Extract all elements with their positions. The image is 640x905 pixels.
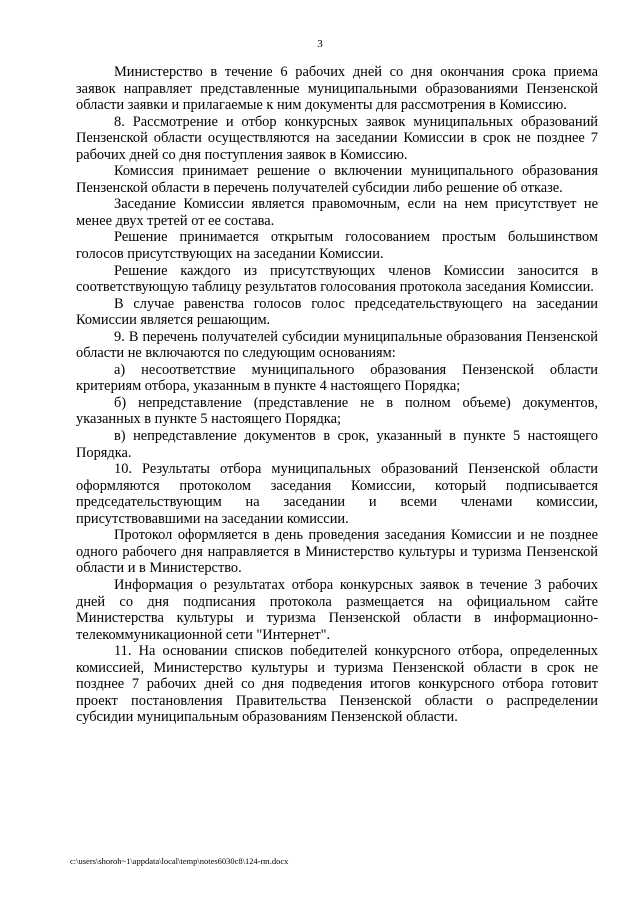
footer-file-path: c:\users\shoroh~1\appdata\local\temp\notes6030c8\124-пп.docx — [70, 856, 289, 866]
paragraph: В случае равенства голосов голос председательствующего на заседании Комиссии является решающим. — [76, 295, 598, 329]
paragraph: в) непредставление документов в срок, указанный в пункте 5 настоящего Порядка. — [76, 428, 598, 461]
paragraph: 9. В перечень получателей субсидии муниципальные образования Пензенской области не включаются по следующим основаниям: — [76, 328, 598, 362]
paragraph: Информация о результатах отбора конкурсных заявок в течение 3 рабочих дней со дня подписания протокола размещается на официальном сайте Министерства культуры и туризма Пензенской области в информационно-телекоммуникационной сети "Интернет". — [76, 576, 598, 643]
paragraph: Решение каждого из присутствующих членов Комиссии заносится в соответствующую таблицу результатов голосования протокола заседания Комиссии. — [76, 262, 598, 296]
paragraph: б) непредставление (представление не в полном объеме) документов, указанных в пункте 5 настоящего Порядка; — [76, 394, 598, 428]
paragraph: Протокол оформляется в день проведения заседания Комиссии и не позднее одного рабочего дня направляется в Министерство культуры и туризма Пензенской области и в Министерство. — [76, 527, 598, 577]
paragraph: 10. Результаты отбора муниципальных образований Пензенской области оформляются протоколом заседания Комиссии, который подписывается председательствующим на заседании и всеми членами комиссии, присутствовавшими на заседании комиссии. — [76, 461, 598, 527]
paragraph: Заседание Комиссии является правомочным, если на нем присутствует не менее двух третей от ее состава. — [76, 196, 598, 229]
paragraph: Комиссия принимает решение о включении муниципального образования Пензенской области в перечень получателей субсидии либо решение об отказе. — [76, 163, 598, 196]
paragraph: Министерство в течение 6 рабочих дней со дня окончания срока приема заявок направляет представленные муниципальными образованиями Пензенской области заявки и прилагаемые к ним документы для рассмотрения в Комиссию. — [76, 64, 598, 114]
paragraph: а) несоответствие муниципального образования Пензенской области критериям отбора, указанным в пункте 4 настоящего Порядка; — [76, 361, 598, 395]
paragraph: 11. На основании списков победителей конкурсного отбора, определенных комиссией, Министерство культуры и туризма Пензенской области в срок не позднее 7 рабочих дней со дня подведения итогов конкурсного отбора готовит проект постановления Правительства Пензенской области о распределении субсидии муниципальным образованиям Пензенской области. — [76, 643, 598, 726]
page-number: 3 — [317, 38, 323, 50]
document-body — [76, 64, 598, 726]
paragraph: Решение принимается открытым голосованием простым большинством голосов присутствующих на заседании Комиссии. — [76, 229, 598, 263]
paragraph: 8. Рассмотрение и отбор конкурсных заявок муниципальных образований Пензенской области осуществляются на заседании Комиссии в срок не позднее 7 рабочих дней со дня поступления заявок в Комиссию. — [76, 113, 598, 163]
